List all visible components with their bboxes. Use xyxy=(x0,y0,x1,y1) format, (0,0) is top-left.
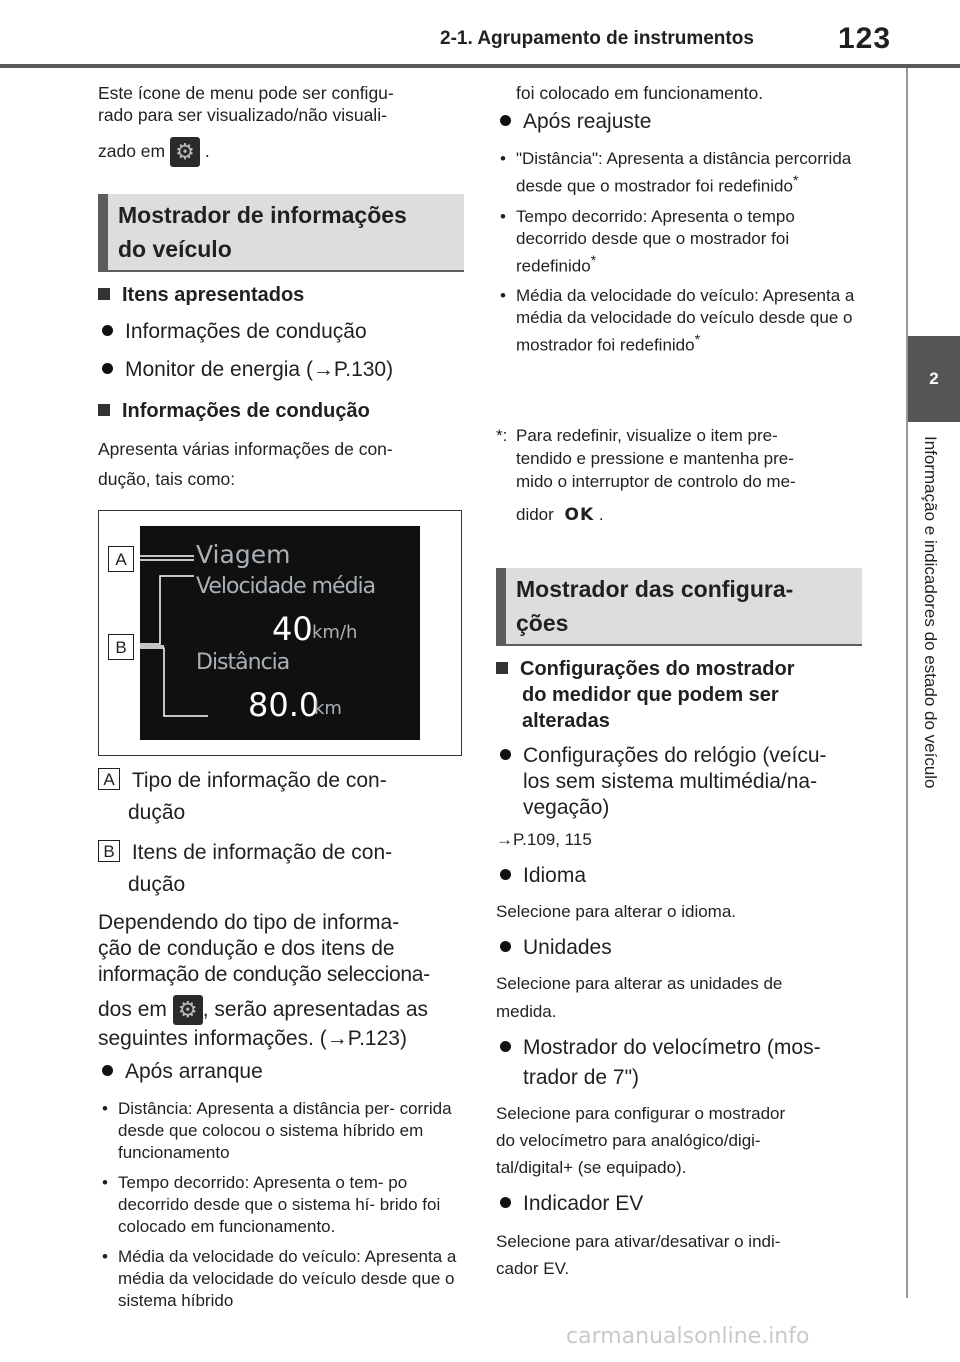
square-bullet-icon xyxy=(98,404,110,416)
heading-text: Configurações do mostrador xyxy=(520,658,795,680)
list-item-text: Mostrador do velocímetro (mos- xyxy=(523,1036,821,1059)
heading-text: Após reajuste xyxy=(523,110,652,133)
legend-text: dução xyxy=(128,873,186,896)
language-item xyxy=(496,862,586,890)
intro-text: zado em xyxy=(98,141,166,161)
items-heading xyxy=(98,282,304,308)
intro-text: . xyxy=(204,141,210,161)
language-text: Selecione para alterar o idioma. xyxy=(496,902,737,921)
footnote-mark: * xyxy=(590,252,597,269)
paragraph-line: cador EV. xyxy=(496,1259,570,1278)
screen-distance-value: 80.0 xyxy=(248,686,320,724)
intro-paragraph xyxy=(98,80,468,168)
list-item xyxy=(98,318,367,346)
paragraph-line: tal/digital+ (se equipado). xyxy=(496,1158,687,1177)
heading-text: Após arranque xyxy=(125,1060,263,1083)
section-title-line: ções xyxy=(516,610,569,636)
footnote-text: didor xyxy=(516,505,554,524)
legend-text: dução xyxy=(128,801,186,824)
section-title-line: Mostrador das configura- xyxy=(516,576,794,602)
watermark: carmanualsonline.info xyxy=(566,1324,810,1349)
footnote-line: mido o interruptor de controlo do me- xyxy=(516,472,796,491)
screen-avg-speed-label: Velocidade média xyxy=(196,574,376,599)
units-text xyxy=(496,972,866,1024)
bullet-icon xyxy=(500,941,511,952)
list-item xyxy=(496,148,856,198)
driving-heading xyxy=(98,398,370,424)
paragraph-line: medida. xyxy=(496,1002,557,1021)
legend-label-a: A xyxy=(98,768,120,790)
footnote-marker: *: xyxy=(496,426,508,445)
list-item-text: Média da velocidade do veículo: Apresenta a média da velocidade do veículo desde que o mostrador foi redefinido xyxy=(516,286,855,355)
screen-distance-unit: km xyxy=(314,698,342,719)
list-item-text: los sem sistema multimédia/na- xyxy=(523,770,818,793)
running-header: 2-1. Agrupamento de instrumentos xyxy=(440,28,754,49)
intro-line xyxy=(98,134,468,168)
list-item-text: "Distância": Apresenta a distância percorrida desde que o mostrador foi redefinido xyxy=(516,149,852,196)
footnote-mark: * xyxy=(694,332,701,349)
bullet-icon xyxy=(500,1197,511,1208)
legend-label-b: B xyxy=(98,840,120,862)
paragraph-text: , serão apresentadas as xyxy=(202,998,429,1021)
screen-trip-label: Viagem xyxy=(196,540,291,569)
square-bullet-icon xyxy=(98,288,110,300)
header-rule xyxy=(0,64,960,68)
chapter-tab: 2 xyxy=(908,336,960,422)
section-title-vehicle-info xyxy=(98,194,464,272)
continuation-text: foi colocado em funcionamento. xyxy=(516,83,764,103)
bullet-icon xyxy=(500,869,511,880)
list-item-text: vegação) xyxy=(523,796,610,819)
paragraph-line: dução, tais como: xyxy=(98,469,236,489)
paragraph-line xyxy=(98,994,473,1026)
footnote xyxy=(496,424,866,527)
square-bullet-icon xyxy=(496,662,508,674)
gear-icon xyxy=(170,137,200,167)
section-title-display-settings xyxy=(496,568,862,646)
after-start-heading xyxy=(98,1058,263,1086)
driving-paragraph xyxy=(98,436,468,492)
paragraph-line: Selecione para alterar as unidades de xyxy=(496,974,783,993)
side-divider xyxy=(906,68,908,1298)
paragraph-text: dos em xyxy=(98,998,167,1021)
bullet-icon xyxy=(102,325,113,336)
bullet-icon xyxy=(102,1065,113,1076)
after-reset-heading xyxy=(496,108,651,136)
ev-item xyxy=(496,1190,643,1218)
legend-text: Tipo de informação de con- xyxy=(131,769,387,792)
speedometer-text xyxy=(496,1102,868,1180)
clock-reference: →P.109, 115 xyxy=(496,830,592,849)
footnote-text: . xyxy=(598,505,604,524)
config-heading xyxy=(496,656,866,734)
legend-a xyxy=(98,768,468,826)
gear-icon xyxy=(173,995,203,1025)
after-start-list xyxy=(98,1098,460,1320)
paragraph-line: do velocímetro para analógico/digi- xyxy=(496,1131,761,1150)
callout-label-b: B xyxy=(108,634,134,660)
list-item: • Distância: Apresenta a distância per- corrida desde que colocou o sistema híbrido em funcionamento xyxy=(98,1098,460,1164)
list-item-text: Unidades xyxy=(523,936,612,959)
paragraph-line: Selecione para configurar o mostrador xyxy=(496,1104,786,1123)
list-item xyxy=(496,206,856,278)
chapter-title: Informação e indicadores do estado do veículo xyxy=(921,436,940,789)
screen-distance-label: Distância xyxy=(196,650,290,675)
list-item xyxy=(496,285,856,357)
screen-speed-unit: km/h xyxy=(312,622,358,643)
list-item-text: Informações de condução xyxy=(125,320,367,343)
heading-text: Informações de condução xyxy=(122,400,370,422)
after-reset-list xyxy=(496,148,856,365)
list-item: • Tempo decorrido: Apresenta o tem- po decorrido desde que o sistema hí- brido foi colocado em funcionamento. xyxy=(98,1172,460,1238)
heading-text: do medidor que podem ser xyxy=(522,684,779,706)
paragraph-line: informação de condução selecciona- xyxy=(98,963,430,986)
list-item xyxy=(98,356,393,384)
heading-text: alteradas xyxy=(522,710,610,732)
bullet-icon xyxy=(500,749,511,760)
units-item xyxy=(496,934,612,962)
paragraph-line: Dependendo do tipo de informa- xyxy=(98,911,400,934)
callout-label-a: A xyxy=(108,546,134,572)
page-number: 123 xyxy=(838,22,892,55)
intro-line: Este ícone de menu pode ser configu- xyxy=(98,83,394,103)
ev-text xyxy=(496,1230,868,1281)
list-item-text: Tempo decorrido: Apresenta o tempo decorrido desde que o mostrador foi redefinido xyxy=(516,206,795,276)
footnote-line: tendido e pressione e mantenha pre- xyxy=(516,449,794,468)
bullet-icon xyxy=(500,115,511,126)
legend-text: Itens de informação de con- xyxy=(131,841,393,864)
paragraph-line: Apresenta várias informações de con- xyxy=(98,439,393,459)
section-title-line: do veículo xyxy=(118,236,232,262)
paragraph-line: ção de condução e dos itens de xyxy=(98,937,395,960)
speedometer-item xyxy=(496,1034,868,1092)
list-item-text: Idioma xyxy=(523,864,587,887)
list-item-text: Configurações do relógio (veícu- xyxy=(523,744,827,767)
paragraph-line: Selecione para ativar/desativar o indi- xyxy=(496,1232,781,1251)
figure-callout-lines xyxy=(98,510,462,756)
intro-line: rado para ser visualizado/não visuali- xyxy=(98,105,387,125)
list-item-text: trador de 7") xyxy=(523,1066,640,1089)
legend-b xyxy=(98,840,468,898)
footnote-line: Para redefinir, visualize o item pre- xyxy=(516,426,778,445)
bullet-icon xyxy=(102,363,113,374)
bullet-icon xyxy=(500,1041,511,1052)
list-item-text: Indicador EV xyxy=(523,1192,644,1215)
heading-text: Itens apresentados xyxy=(122,284,305,306)
section-title-line: Mostrador de informações xyxy=(118,202,407,228)
clock-item xyxy=(496,742,868,822)
list-item: • Média da velocidade do veículo: Apresenta a média da velocidade do veículo desde que o sistema híbrido xyxy=(98,1246,460,1312)
ok-switch-icon: OK xyxy=(564,505,595,525)
screen-speed-value: 40 xyxy=(272,610,313,648)
paragraph-line: seguintes informações. (→P.123) xyxy=(98,1027,407,1050)
depending-paragraph xyxy=(98,910,473,1052)
footnote-line xyxy=(516,503,866,527)
list-item-text: Monitor de energia (→P.130) xyxy=(125,358,394,381)
footnote-mark: * xyxy=(792,173,799,189)
